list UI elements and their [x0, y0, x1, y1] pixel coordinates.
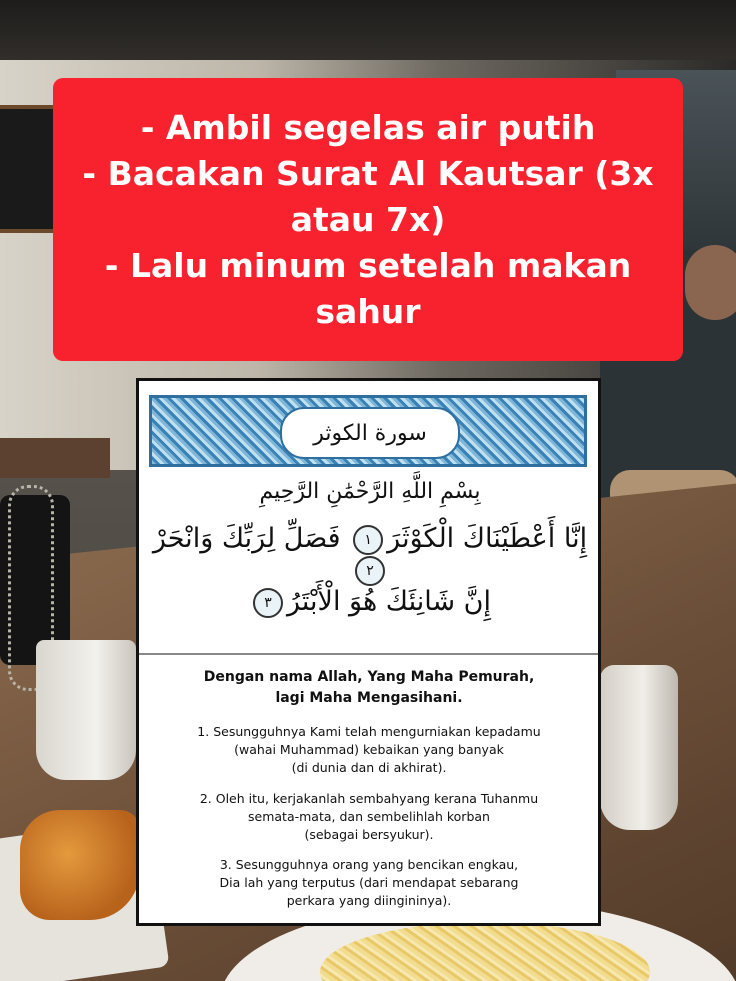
fried-snack [20, 810, 140, 920]
translation-ayah-3 [149, 856, 589, 910]
divider [139, 653, 598, 655]
ayah-2: فَصَلِّ لِرَبِّكَ وَانْحَرْ [152, 523, 341, 554]
translation-1-line-3: (di dunia dan di akhirat). [291, 760, 447, 775]
translation-2-line-3: (sebagai bersyukur). [304, 827, 434, 842]
translation-basmala-line-1: Dengan nama Allah, Yang Maha Pemurah, [203, 669, 535, 685]
white-mug-left [36, 640, 136, 780]
translation-basmala-line-2: lagi Maha Mengasihani. [275, 690, 463, 706]
instruction-banner [53, 78, 683, 361]
ayah-1: إِنَّا أَعْطَيْنَاكَ الْكَوْثَرَ [387, 523, 588, 554]
ayah-row-1 [147, 523, 593, 586]
ayah-number-2: ٢ [355, 556, 385, 586]
ayah-number-3: ٣ [253, 588, 283, 618]
banner-line-5: sahur [315, 291, 421, 331]
surah-title-cartouche [280, 407, 460, 459]
banner-line-2: - Bacakan Surat Al Kautsar (3x [82, 153, 654, 193]
surah-title: سورة الكوثر [313, 420, 427, 446]
back-table [0, 438, 110, 478]
translation-ayah-1 [149, 723, 589, 777]
basmala: بِسْمِ اللَّهِ الرَّحْمَٰنِ الرَّحِيمِ [259, 479, 481, 504]
ornament-header [149, 395, 587, 467]
translation-3-line-2: Dia lah yang terputus (dari mendapat sebarang [219, 875, 519, 890]
ayah-3: إِنَّ شَانِئَكَ هُوَ الْأَبْتَرُ [287, 586, 491, 617]
translation-2-line-2: semata-mata, dan sembelihlah korban [248, 809, 490, 824]
banner-line-4: - Lalu minum setelah makan [104, 245, 632, 285]
translation-basmala [149, 667, 589, 709]
translation-3-line-1: 3. Sesungguhnya orang yang bencikan engkau, [219, 857, 519, 872]
translation-2-line-1: 2. Oleh itu, kerjakanlah sembahyang kerana Tuhanmu [199, 791, 539, 806]
banner-line-3: atau 7x) [290, 199, 446, 239]
white-mug-right [600, 665, 678, 830]
banner-line-1: - Ambil segelas air putih [140, 107, 596, 147]
ayah-row-2 [147, 586, 593, 618]
translation-3-line-3: perkara yang diingininya). [286, 893, 452, 908]
menu-board [0, 105, 60, 233]
translation-1-line-2: (wahai Muhammad) kebaikan yang banyak [234, 742, 504, 757]
surah-al-kautsar-card [136, 378, 601, 926]
person-head [685, 245, 736, 320]
translation-ayah-2 [149, 790, 589, 844]
translation-1-line-1: 1. Sesungguhnya Kami telah mengurniakan kepadamu [197, 724, 541, 739]
ayah-number-1: ١ [353, 525, 383, 555]
